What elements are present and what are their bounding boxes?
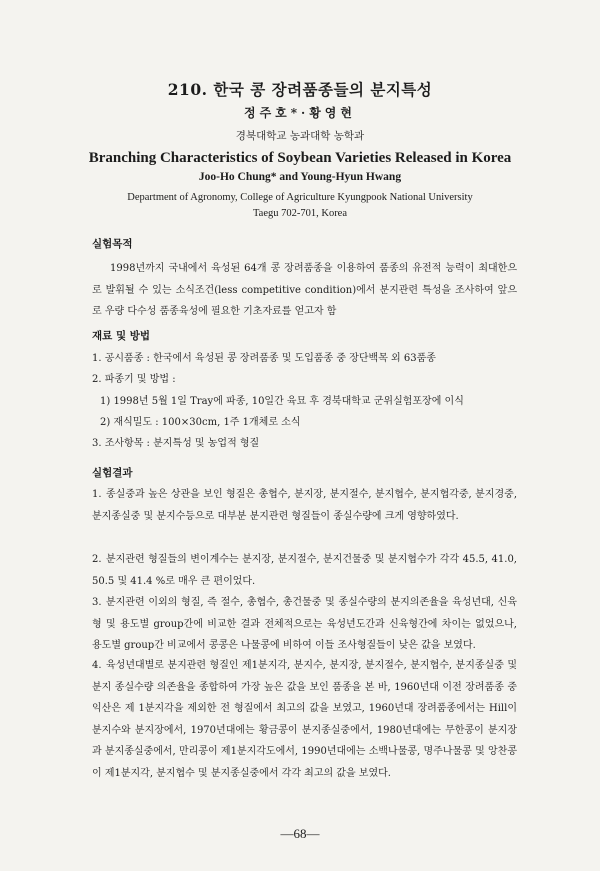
title-english: Branching Characteristics of Soybean Varieties Released in Korea [88,150,512,166]
affiliation-english-line-1: Department of Agronomy, College of Agriculture Kyungpook National University [127,192,473,203]
title-korean: 210. 한국 콩 장려품종들의 분지특성 [167,80,433,99]
results-item-text: 육성년대별로 분지관련 형질인 제1분지각, 분지수, 분지장, 분지절수, 분지협수, 분지종실중 및 분지 종실수량 의존율을 종합하여 가장 높은 값을 보인 품종을 본 바, 1960년대 이전 장려품종 중 익산은 제 1분지각을 제외한 전 형질에서 최고의 값을 보였고, 1960년대 장려품종에서는 Hill이 분지수와 분지장에서, 1970년대에는 황금콩이 분지종실중에서, 1980년대에는 무한콩이 분지장과 분지종실중에서, 만리콩이 제1분지각도에서, 1990년대에는 소백나물콩, 명주나물콩 및 앙찬콩이 제1분지각, 분지협수 및 분지종실중에서 각각 최고의 값을 보였다. [92,660,517,779]
authors-english: Joo-Ho Chung* and Young-Hyun Hwang [198,171,402,183]
results-item-3 [92,592,517,657]
affiliation-english [0,190,600,222]
results-item-2 [92,549,517,592]
results-item-1 [92,484,517,527]
objective-body [92,258,517,323]
authors-korean: 정주호*·황영현 [243,106,356,120]
results-item-number: 3. [92,597,102,608]
methods-heading: 재료 및 방법 [92,330,151,342]
objective-heading: 실험목적 [92,238,133,250]
results-item-number: 4. [92,660,102,671]
results-heading: 실험결과 [92,467,133,479]
methods-item-1: 1. 공시품종 : 한국에서 육성된 콩 장려품종 및 도입품종 중 장단백목 외 63품종 [92,353,436,364]
results-item-number: 1. [92,489,102,500]
methods-item-2-1: 1) 1998년 5월 1일 Tray에 파종, 10일간 육묘 후 경북대학교 군위실험포장에 이식 [100,396,464,407]
results-item-number: 2. [92,554,102,565]
results-item-4 [92,655,517,784]
results-item-text: 분지관련 형질들의 변이계수는 분지장, 분지절수, 분지건물중 및 분지협수가 각각 45.5, 41.0, 50.5 및 41.4 %로 매우 큰 편이었다. [92,554,517,587]
page-number: —68— [280,826,320,841]
methods-item-2-2: 2) 재식밀도 : 100×30cm, 1주 1개체로 소식 [100,417,301,428]
affiliation-english-line-2: Taegu 702-701, Korea [252,208,348,219]
results-item-text: 종실중과 높은 상관을 보인 형질은 총협수, 분지장, 분지절수, 분지협수, 분지협각중, 분지경중, 분지종실중 및 분지수등으로 대부분 분지관련 형질들이 종실수량에 크게 영향하였다. [92,489,517,522]
methods-item-3: 3. 조사항목 : 분지특성 및 농업적 형질 [92,438,260,449]
affiliation-korean: 경북대학교 농과대학 농학과 [235,130,365,142]
objective-paragraph: 1998년까지 국내에서 육성된 64개 콩 장려품종을 이용하여 품종의 유전적 능력이 최대한으로 발휘될 수 있는 소식조건(less competitive condition)에서 분지관련 특성을 조사하여 앞으로 우량 다수성 품종육성에 필요한 기초자료를 얻고자 함 [92,263,517,317]
methods-item-2: 2. 파종기 및 방법 : [92,374,176,385]
results-item-text: 분지관련 이외의 형질, 즉 절수, 총협수, 총건물중 및 종실수량의 분지의존율을 육성년대, 신육형 및 용도별 group간에 비교한 결과 전체적으로는 육성년도간과 신육형간에 차이는 없었으나, 용도별 group간 비교에서 콩콩은 나물콩에 비하여 이들 조사형질들이 낮은 값을 보였다. [92,597,517,651]
